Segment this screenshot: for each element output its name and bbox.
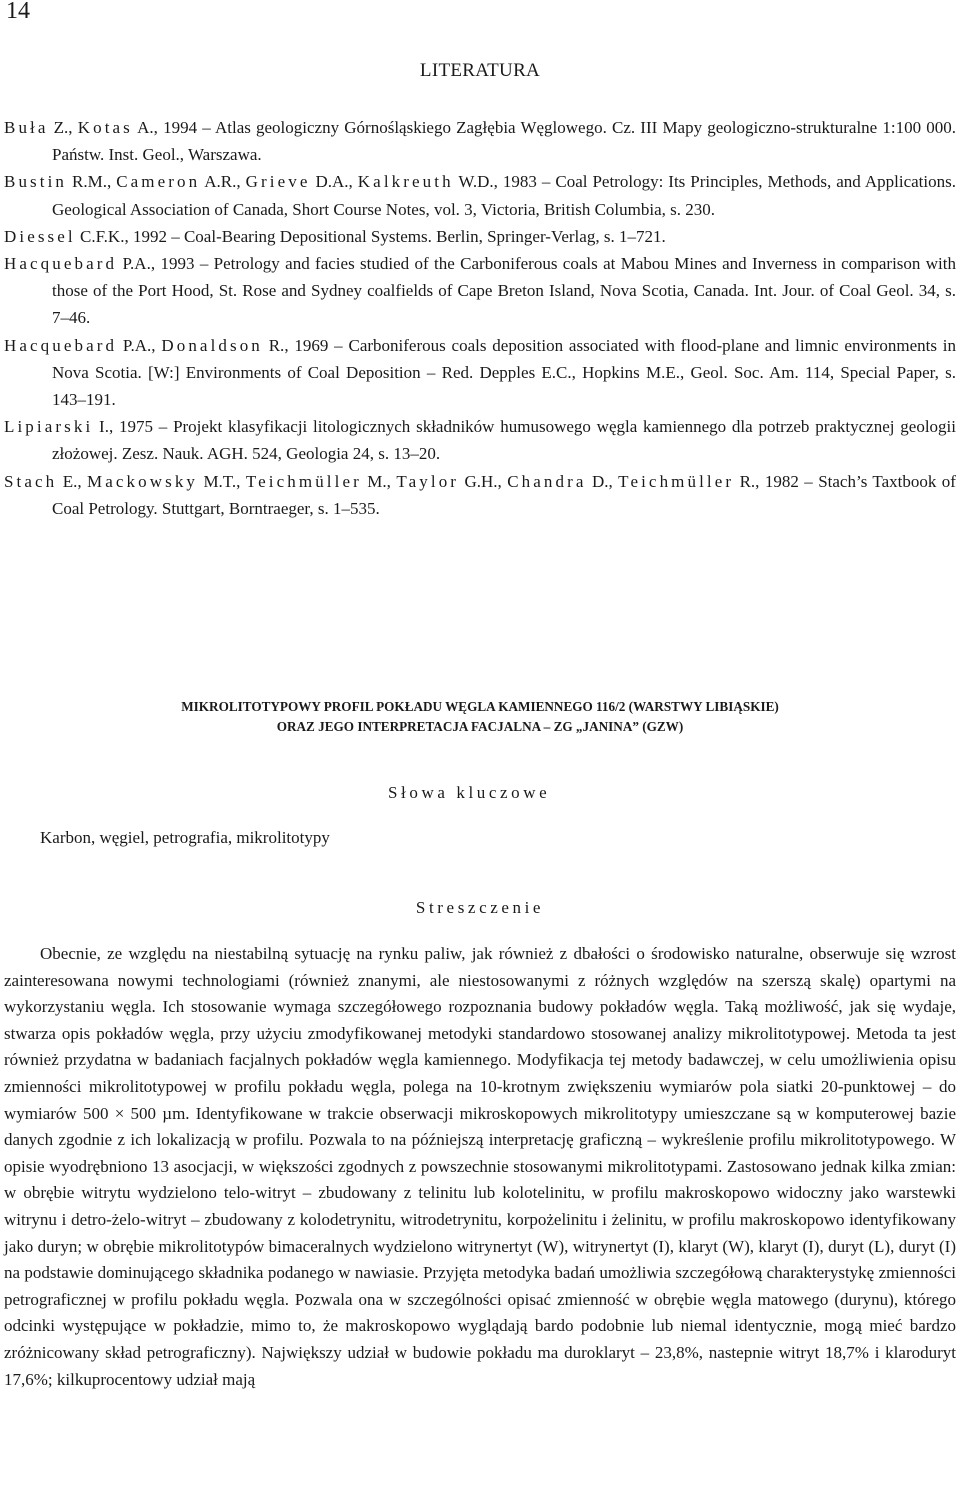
reference-entry xyxy=(4,114,956,168)
reference-author-surname: Bustin xyxy=(4,172,68,192)
reference-text: , 1975 – Projekt klasyfikacji litologicznych składników humusowego węgla kamiennego dla potrzeb praktycznej geologii złożowej. Zesz. Nauk. AGH. 524, Geologia 24, s. 13–20. xyxy=(52,417,956,464)
article-title xyxy=(0,697,960,737)
reference-entry xyxy=(4,223,956,250)
abstract-text: Obecnie, ze względu na niestabilną sytuację na rynku paliw, jak również z dbałości o środowisko naturalne, obserwuje się wzrost zainteresowana nowymi technologiami (również znanymi, ale niestosowanymi z różnych względów na szerszą skalę) opartymi na wykorzystaniu węgla. Ich stosowanie wymaga szczegółowego rozpoznania budowy pokładów węgla. Taką możliwość, jak się wydaje, stwarza opis pokładów węgla, przy użyciu zmodyfikowanej metodyki standardowo stosowanej analizy mikrolitotypowej. Metoda ta jest również przydatna w badaniach facjalnych pokładów węgla kamiennego. Modyfikacja tej metody badawczej, w celu umożliwienia opisu zmienności mikrolitotypowej w profilu pokładu węgla, polega na 10-krotnym zwiększeniu wymiarów pola siatki 20-punktowej – do wymiarów 500 × 500 µm. Identyfikowane w trakcie obserwacji mikroskopowych mikrolitotypy umieszczane są w komputerowej bazie danych zgodnie z ich lokalizacją w profilu. Pozwala to na późniejszą interpretację graficzną – wykreślenie profilu mikrolitotypowego. W opisie wyodrębniono 13 asocjacji, w większości zgodnych z powszechnie stosowanymi mikrolitotypami. Zastosowano jednak kilka zmian: w obrębie witrytu wydzielono telo-witryt – zbudowany z telinitu lub kolotelinitu, w profilu makroskopowo widoczny jako warstewki witrynu i detro-żelo-witryt – zbudowany z kolodetrynitu, witrodetrynitu, korpożelinitu i żelinitu, w profilu makroskopowo identyfikowany jako duryn; w obrębie mikrolitotypów bimaceralnych wydzielono witrynertyt (W), witrynertyt (I), klaryt (W), klaryt (I), duryt (L), duryt (I) na podstawie dominującego składnika podanego w nawiasie. Przyjęta metodyka badań umożliwia szczegółową charakterystykę zmienności petrograficznej w profilu pokładu węgla. Pozwala ona w szczególności opisać zmienność w obrębie węgla matowego (durynu), którego odcinki występujące w pokładzie, mimo to, że makroskopowo wyglądają bardo podobnie lub niemal identycznie, mogą mieć bardzo zróżnicowany skład petrograficzny). Największy udział w budowie pokładu ma duroklaryt – 23,8%, nastepnie witryt 18,7% i klaroduryt 17,6%; kilkuprocentowy udział mają xyxy=(4,944,956,1389)
reference-author-surname: Grieve xyxy=(245,172,311,192)
reference-author-initials: R. xyxy=(734,471,756,491)
reference-author-initials: M.T., xyxy=(198,471,246,491)
reference-author-initials: P.A. xyxy=(117,254,151,274)
reference-author-initials: P.A., xyxy=(117,335,162,355)
reference-author-initials: W.D. xyxy=(453,172,494,192)
abstract-heading: Streszczenie xyxy=(415,898,545,917)
reference-author-initials: I. xyxy=(93,417,109,437)
reference-author-surname: Kotas xyxy=(77,118,133,137)
reference-author-surname: Hacquebard xyxy=(4,254,118,274)
reference-author-surname: Teichmüller xyxy=(618,471,735,491)
reference-text: , 1993 – Petrology and facies studied of the Carboniferous coals at Mabou Mines and Inverness in comparison with those of the Port Hood, St. Rose and Sydney coalfields of Cape Breton Island, Nova Scotia, Canada. Int. Jour. of Coal Geol. 34, s. 7–46. xyxy=(52,254,956,328)
reference-text: , 1992 – Coal-Bearing Depositional Systems. Berlin, Springer-Verlag, s. 1–721. xyxy=(124,226,666,246)
reference-author-surname: Buła xyxy=(4,118,49,137)
reference-author-surname: Chandra xyxy=(507,471,587,491)
reference-text: , 1994 – Atlas geologiczny Górnośląskiego Zagłębia Węglowego. Cz. III Mapy geologiczno-strukturalne 1:100 000. Państw. Inst. Geol., Warszawa. xyxy=(52,118,957,165)
page-number: 14 xyxy=(6,0,30,24)
reference-author-initials: D.A., xyxy=(310,172,358,192)
reference-author-surname: Donaldson xyxy=(161,335,263,355)
reference-author-initials: A. xyxy=(132,118,154,137)
reference-author-surname: Cameron xyxy=(116,172,201,192)
reference-entry xyxy=(4,250,956,332)
reference-entry xyxy=(4,468,956,522)
reference-author-initials: E., xyxy=(57,471,88,491)
reference-author-initials: R.M., xyxy=(67,172,117,192)
literature-heading: LITERATURA xyxy=(419,60,541,81)
reference-entry xyxy=(4,168,956,222)
article-title-line-1: MIKROLITOTYPOWY PROFIL POKŁADU WĘGLA KAMIENNEGO 116/2 (WARSTWY LIBIĄSKIE) xyxy=(181,699,779,714)
reference-author-initials: Z., xyxy=(48,118,78,137)
reference-author-initials: D., xyxy=(586,471,619,491)
reference-author-initials: C.F.K. xyxy=(75,226,125,246)
reference-author-surname: Mackowsky xyxy=(87,471,199,491)
reference-author-surname: Kalkreuth xyxy=(357,172,454,192)
reference-author-surname: Hacquebard xyxy=(4,335,118,355)
reference-author-surname: Diessel xyxy=(4,226,76,246)
reference-author-initials: A.R., xyxy=(200,172,246,192)
keywords-heading: Słowa kluczowe xyxy=(388,783,551,802)
reference-text: , 1982 – Stach’s Taxtbook of Coal Petrology. Stuttgart, Borntraeger, s. 1–535. xyxy=(52,471,956,518)
reference-entry xyxy=(4,332,956,414)
reference-author-initials: G.H., xyxy=(459,471,508,491)
keywords-text: Karbon, węgiel, petrografia, mikrolitotypy xyxy=(40,828,330,847)
reference-author-surname: Teichmüller xyxy=(245,471,362,491)
reference-author-surname: Lipiarski xyxy=(4,417,94,437)
reference-entry xyxy=(4,413,956,467)
reference-text: , 1969 – Carboniferous coals deposition associated with flood-plane and limnic environments in Nova Scotia. [W:] Environments of Coal Deposition – Red. Depples E.C., Hopkins M.E., Geol. Soc. Am. 114, Special Paper, s. 143–191. xyxy=(52,335,956,410)
reference-list xyxy=(4,114,956,522)
reference-author-surname: Stach xyxy=(4,471,58,491)
article-title-line-2: ORAZ JEGO INTERPRETACJA FACJALNA – ZG „JANINA” (GZW) xyxy=(276,719,684,734)
reference-author-initials: R. xyxy=(262,335,285,355)
reference-author-initials: M., xyxy=(361,471,397,491)
reference-text: , 1983 – Coal Petrology: Its Principles, Methods, and Applications. Geological Association of Canada, Short Course Notes, vol. 3, Victoria, British Columbia, s. 230. xyxy=(52,172,956,219)
reference-author-surname: Taylor xyxy=(396,471,460,491)
